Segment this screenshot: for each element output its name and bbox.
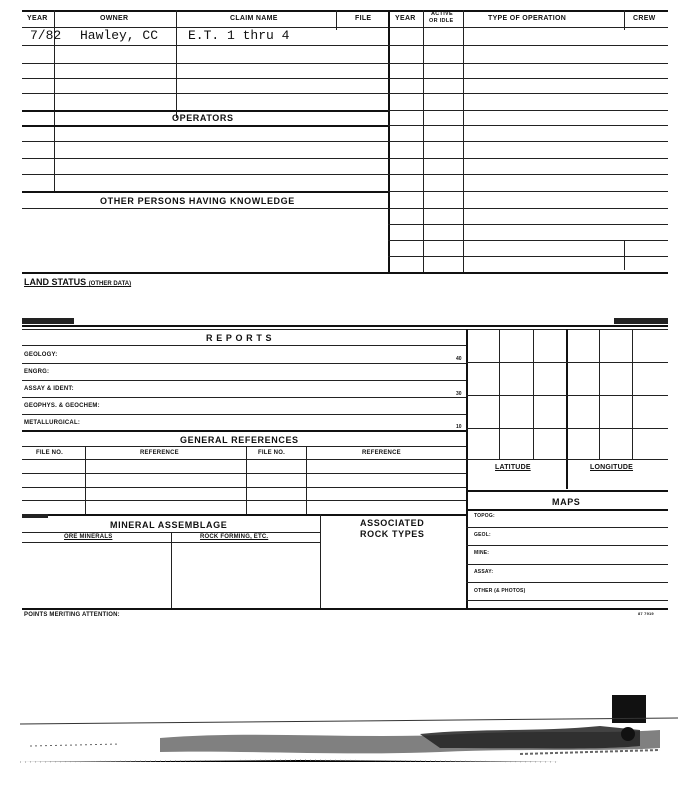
land-status-sub: (OTHER DATA)	[88, 281, 132, 287]
report-assay-num: 30	[456, 391, 462, 397]
divider	[171, 532, 172, 608]
rock-forming-label: ROCK FORMING, ETC.	[200, 534, 269, 540]
header-crew: CREW	[633, 15, 656, 22]
gr-reference-1: REFERENCE	[140, 450, 179, 456]
grid-line	[499, 329, 500, 459]
latitude-label: LATITUDE	[495, 464, 531, 471]
maps-topog: TOPOG:	[474, 513, 495, 519]
ops-row-line	[388, 256, 668, 257]
form-number: 87 7919	[638, 611, 654, 616]
reports-title: R E P O R T S	[206, 333, 273, 343]
divider	[306, 446, 307, 514]
ops-row-line	[388, 158, 668, 159]
report-assay: ASSAY & IDENT:	[24, 386, 74, 392]
header-type-operation: TYPE OF OPERATION	[488, 15, 567, 22]
ops-row-line	[388, 224, 668, 225]
maps-geol: GEOL:	[474, 532, 491, 538]
header-year: YEAR	[27, 15, 48, 22]
report-metallurgical-num: 10	[456, 424, 462, 430]
header-active: ACTIVE	[431, 11, 453, 17]
gr-header-top	[22, 446, 466, 447]
section-line	[22, 430, 466, 432]
other-persons-title: OTHER PERSONS HAVING KNOWLEDGE	[100, 196, 295, 206]
top-border	[22, 10, 668, 12]
row-line	[22, 363, 466, 364]
grid-line	[466, 459, 668, 460]
operators-title: OPERATORS	[172, 113, 234, 123]
row-line	[22, 45, 388, 46]
row-line	[22, 487, 466, 488]
points-meriting-attention: POINTS MERITING ATTENTION:	[24, 612, 120, 618]
ops-row-line	[388, 174, 668, 175]
maps-mine: MINE:	[474, 550, 490, 556]
ops-row-line	[388, 93, 668, 94]
section-line	[466, 490, 668, 492]
row-line	[22, 208, 388, 209]
scan-mark-left	[22, 318, 74, 324]
maps-other: OTHER (& PHOTOS)	[474, 588, 526, 594]
report-geology: GEOLOGY:	[24, 352, 58, 358]
report-geophys: GEOPHYS. & GEOCHEM:	[24, 403, 100, 409]
gr-reference-2: REFERENCE	[362, 450, 401, 456]
general-references-title: GENERAL REFERENCES	[180, 435, 299, 445]
section-line	[22, 514, 466, 516]
grid-line	[466, 362, 668, 363]
ops-row-line	[388, 45, 668, 46]
mineral-assemblage-title: MINERAL ASSEMBLAGE	[110, 520, 228, 530]
header-claim-name: CLAIM NAME	[230, 15, 278, 22]
gr-file-no-1: FILE NO.	[36, 450, 63, 456]
row1-claim-name: E.T. 1 thru 4	[188, 28, 290, 43]
row-line	[466, 527, 668, 528]
maps-assay: ASSAY:	[474, 569, 494, 575]
row-line	[22, 397, 466, 398]
top-section-bottom	[22, 272, 668, 274]
row-line	[22, 63, 388, 64]
gr-header-line	[22, 459, 466, 460]
ops-row-line	[388, 240, 668, 241]
row-line	[466, 600, 668, 601]
reports-right-border	[466, 329, 468, 609]
grid-line	[632, 329, 633, 459]
row-line	[22, 500, 466, 501]
row-line	[466, 545, 668, 546]
row-line	[22, 174, 388, 175]
grid-line	[466, 428, 668, 429]
scan-mark-small	[22, 514, 48, 518]
section-line	[22, 110, 388, 112]
ops-row-line	[388, 191, 668, 192]
ops-row-line	[388, 125, 668, 126]
row-line	[22, 473, 466, 474]
ops-row-line	[388, 208, 668, 209]
header-ops-year: YEAR	[395, 15, 416, 22]
divider	[336, 10, 337, 30]
row-line	[22, 93, 388, 94]
divider	[624, 240, 625, 270]
report-geology-num: 40	[456, 356, 462, 362]
row-line	[22, 380, 466, 381]
associated-rock-line2: ROCK TYPES	[360, 529, 425, 539]
report-metallurgical: METALLURGICAL:	[24, 420, 81, 426]
divider	[320, 514, 321, 608]
grid-line	[533, 329, 534, 459]
row-line	[22, 414, 466, 415]
grid-line	[566, 329, 568, 489]
longitude-label: LONGITUDE	[590, 464, 634, 471]
header-owner: OWNER	[100, 15, 129, 22]
scan-mark-right	[614, 318, 668, 324]
row1-year: 7/82	[30, 28, 62, 43]
ops-row-line	[388, 63, 668, 64]
grid-line	[466, 395, 668, 396]
maps-title: MAPS	[552, 497, 581, 507]
header-file: FILE	[355, 15, 372, 22]
row1-owner: Hawley, CC	[80, 28, 159, 43]
ops-row-line	[388, 78, 668, 79]
middle-bottom-border	[22, 608, 668, 610]
ops-row-line	[388, 141, 668, 142]
gr-file-no-2: FILE NO.	[258, 450, 285, 456]
associated-rock-line1: ASSOCIATED	[360, 518, 425, 528]
section-line	[22, 125, 388, 127]
ops-row-line	[388, 110, 668, 111]
divider	[85, 446, 86, 514]
section-line	[466, 509, 668, 511]
report-engrg: ENGRG:	[24, 369, 50, 375]
divider	[246, 446, 247, 514]
divider	[176, 10, 177, 118]
row-line	[466, 564, 668, 565]
row-line	[22, 78, 388, 79]
grid-line	[599, 329, 600, 459]
middle-top-border	[22, 325, 668, 327]
row-line	[466, 582, 668, 583]
row-line	[22, 141, 388, 142]
middle-top-border-2	[22, 329, 668, 330]
land-status-label: LAND STATUS	[24, 277, 87, 287]
header-idle: OR IDLE	[429, 18, 454, 24]
reports-header-line	[22, 345, 466, 346]
row-line	[22, 158, 388, 159]
ore-minerals-label: ORE MINERALS	[64, 534, 113, 540]
land-status-title	[24, 277, 131, 287]
scan-noise-artifact	[0, 690, 678, 780]
divider	[624, 10, 625, 30]
section-line	[22, 191, 388, 193]
